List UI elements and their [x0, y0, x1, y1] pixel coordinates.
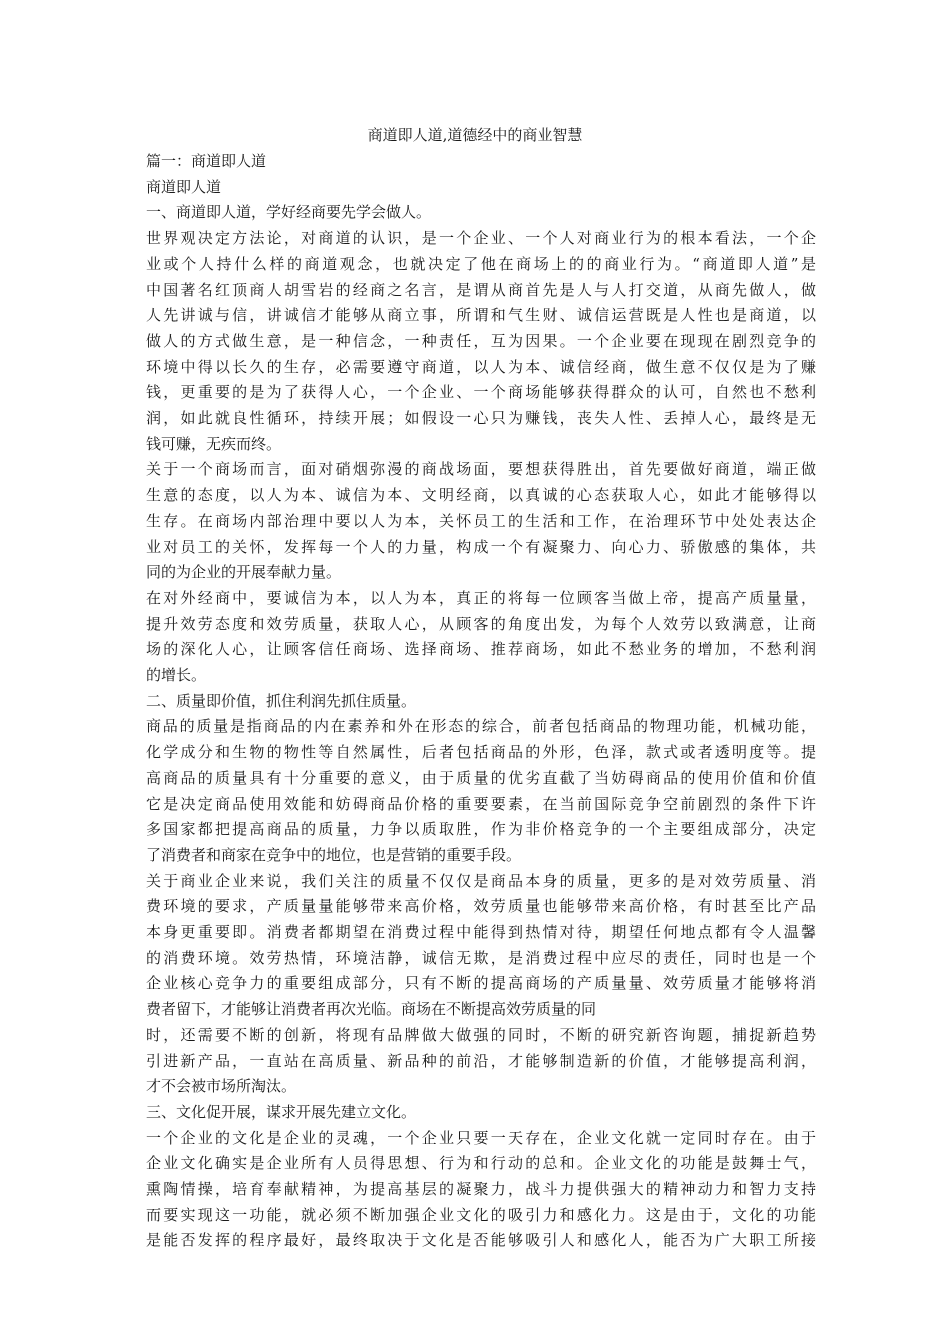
text-line: 企业文化确实是企业所有人员得思想、行为和行动的总和。企业文化的功能是鼓舞士气，: [146, 1154, 816, 1173]
text-line: 在对外经商中，要诚信为本，以人为本，真正的将每一位顾客当做上帝，提高产质量量，: [146, 588, 816, 607]
text-line: 它是决定商品使用效能和妨碍商品价格的重要要素，在当前国际竞争空前剧烈的条件下许: [146, 794, 816, 813]
text-line: 熏陶情操，培育奉献精神，为提高基层的凝聚力，战斗力提供强大的精神动力和智力支持: [146, 1180, 816, 1198]
text-line: 的增长。: [146, 666, 207, 684]
text-line: 生意的态度，以人为本、诚信为本、文明经商，以真诚的心态获取人心，如此才能够得以: [146, 486, 816, 505]
text-line: 钱，更重要的是为了获得人心，一个企业、一个商场能够获得群众的认可，自然也不愁利: [146, 383, 816, 402]
text-line: 钱可赚，无疾而终。: [146, 434, 282, 453]
text-line: 的消费环境。效劳热情，环境洁静，诚信无欺，是消费过程中应尽的责任，同时也是一个: [146, 948, 816, 967]
text-line: 同的为企业的开展奉献力量。: [146, 563, 342, 582]
text-line: 环境中得以长久的生存，必需要遵守商道，以人为本、诚信经商，做生意不仅仅是为了赚: [146, 357, 816, 376]
text-line: 业或个人持什么样的商道观念，也就决定了他在商场上的的商业行为。“商道即人道”是: [146, 254, 816, 273]
text-line: 是能否发挥的程序最好，最终取决于文化是否能够吸引人和感化人，能否为广大职工所接: [146, 1231, 816, 1250]
text-line: 提升效劳态度和效劳质量，获取人心，从顾客的角度出发，为每个人效劳以致满意，让商: [146, 614, 816, 633]
text-line: 费者留下，才能够让消费者再次光临。商场在不断提高效劳质量的同: [146, 1000, 597, 1019]
text-line: 商道即人道: [146, 177, 222, 196]
text-line: 商品的质量是指商品的内在素养和外在形态的综合，前者包括商品的物理功能，机械功能，: [146, 717, 816, 736]
text-line: 世界观决定方法论，对商道的认识，是一个企业、一个人对商业行为的根本看法，一个企: [146, 229, 816, 248]
text-line: 而要实现这一功能，就必须不断加强企业文化的吸引力和感化力。这是由于，文化的功能: [146, 1205, 816, 1224]
text-line: 企业核心竞争力的重要组成部分，只有不断的提高商场的产质量量、效劳质量才能够将消: [146, 974, 816, 993]
text-line: 篇一：商道即人道: [146, 152, 267, 170]
text-line: 场的深化人心，让顾客信任商场、选择商场、推荐商场，如此不愁业务的增加，不愁利润: [146, 640, 816, 659]
text-line: 一个企业的文化是企业的灵魂，一个企业只要一天存在，企业文化就一定同时存在。由于: [146, 1128, 816, 1147]
text-line: 时，还需要不断的创新，将现有品牌做大做强的同时，不断的研究新咨询题，捕捉新趋势: [146, 1025, 816, 1044]
text-line: 润，如此就良性循环，持续开展；如假设一心只为赚钱，丧失人性、丢掉人心，最终是无: [146, 409, 816, 427]
text-line: 费环境的要求，产质量量能够带来高价格，效劳质量也能够带来高价格，有时甚至比产品: [146, 897, 816, 916]
document-title: 商道即人道,道德经中的商业智慧: [367, 126, 583, 144]
text-line: 二、质量即价值，抓住利润先抓住质量。: [146, 691, 417, 710]
text-line: 关于一个商场而言，面对硝烟弥漫的商战场面，要想获得胜出，首先要做好商道，端正做: [146, 460, 816, 479]
text-line: 了消费者和商家在竞争中的地位，也是营销的重要手段。: [146, 845, 522, 864]
text-line: 生存。在商场内部治理中要以人为本，关怀员工的生活和工作，在治理环节中处处表达企: [146, 511, 816, 530]
text-line: 一、商道即人道，学好经商要先学会做人。: [146, 203, 432, 222]
text-line: 人先讲诚与信，讲诚信才能够从商立事，所谓和气生财、诚信运营既是人性也是商道，以: [146, 306, 816, 325]
text-line: 化学成分和生物的物性等自然属性，后者包括商品的外形，色泽，款式或者透明度等。提: [146, 743, 816, 762]
text-line: 关于商业企业来说，我们关注的质量不仅仅是商品本身的质量，更多的是对效劳质量、消: [146, 871, 816, 890]
text-line: 业对员工的关怀，发挥每一个人的力量，构成一个有凝聚力、向心力、骄傲感的集体，共: [146, 537, 816, 556]
text-line: 做人的方式做生意，是一种信念，一种责任，互为因果。一个企业要在现现在剧烈竞争的: [146, 331, 816, 350]
text-line: 高商品的质量具有十分重要的意义，由于质量的优劣直截了当妨碍商品的使用价值和价值: [146, 768, 816, 787]
text-line: 多国家都把提高商品的质量，力争以质取胜，作为非价格竞争的一个主要组成部分，决定: [146, 820, 816, 839]
text-line: 引进新产品，一直站在高质量、新品种的前沿，才能够制造新的价值，才能够提高利润，: [146, 1051, 816, 1070]
text-line: 本身更重要即。消费者都期望在消费过程中能得到热情对待，期望任何地点都有令人温馨: [146, 923, 816, 941]
text-line: 才不会被市场所淘汰。: [146, 1077, 297, 1096]
text-line: 中国著名红顶商人胡雪岩的经商之名言，是谓从商首先是人与人打交道，从商先做人，做: [146, 280, 816, 299]
text-line: 三、文化促开展，谋求开展先建立文化。: [146, 1102, 417, 1121]
